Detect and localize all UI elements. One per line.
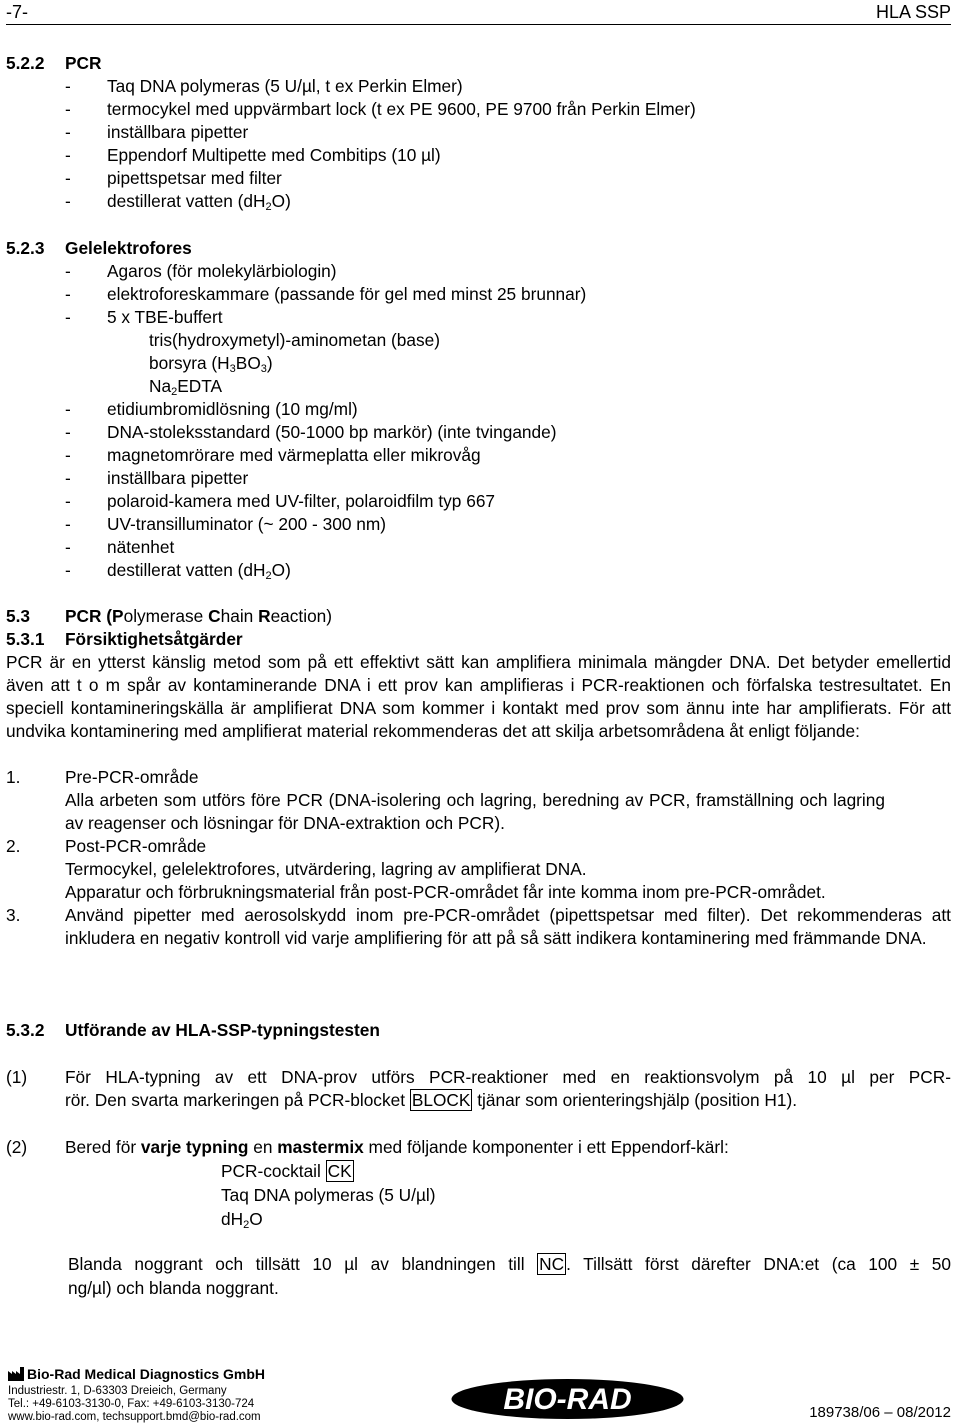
footer-tel: Tel.: +49-6103-3130-0, Fax: +49-6103-3130-724 (8, 1398, 255, 1410)
section-number-5-3-2: 5.3.2 (6, 1020, 45, 1040)
section-number-5-3: 5.3 (6, 606, 31, 626)
step-text: rör. Den svarta markeringen på PCR-blocket BLOCK tjänar som orienteringshjälp (position H1). (65, 1090, 798, 1110)
area-text: Termocykel, gelelektrofores, utvärdering, lagring av amplifierat DNA. (65, 859, 587, 879)
footer-address: Industriestr. 1, D-63303 Dreieich, Germany (8, 1385, 227, 1397)
list-dash: - (65, 284, 71, 304)
ck-label: CK (327, 1161, 352, 1181)
list-item: inställbara pipetter (107, 468, 249, 488)
bio-rad-logo-text: BIO-RAD (503, 1383, 632, 1416)
step-number: (2) (6, 1137, 28, 1157)
bio-rad-logo (450, 1378, 685, 1420)
list-item: UV-transilluminator (~ 200 - 300 nm) (107, 514, 387, 534)
mastermix-component: Taq DNA polymeras (5 U/µl) (221, 1185, 436, 1205)
list-item-water: destillerat vatten $(dH_2O)$ (107, 560, 291, 582)
sub-item: tris(hydroxymetyl)-aminometan (base) (149, 330, 440, 350)
mastermix-component: $dH_2O$ (221, 1209, 263, 1231)
list-item: termocykel med uppvärmbart lock (t ex PE 9600, PE 9700 från Perkin Elmer) (107, 99, 696, 119)
section-title-precautions: Försiktighetsåtgärder (65, 629, 243, 649)
list-dash: - (65, 399, 71, 419)
mastermix-component: PCR-cocktail CK (221, 1161, 352, 1181)
section-title-gelelektrofores: Gelelektrofores (65, 238, 192, 258)
section-title-pcr: PCR (65, 53, 102, 73)
precautions-paragraph: PCR är en ytterst känslig metod som på ett effektivt sätt kan amplifiera minimala mängder DNA. Det betyder emellertid även att t o m spår av kontaminerande DNA i ett prov kan amplifieras i PCR-reaktionen och förfalska testresultatet. En speciell kontamineringskälla är amplifierat DNA som kommer i kontakt med prov som ännu inte har amplifierats. För att undvika kontaminering med amplifierat material rekommenderas det att skilja arbetsområdena åt enligt följande: (6, 652, 951, 741)
list-item: elektroforeskammare (passande för gel med minst 25 brunnar) (107, 284, 587, 304)
list-number: 1. (6, 767, 21, 787)
list-dash: - (65, 514, 71, 534)
list-dash: - (65, 122, 71, 142)
section-number-5-2-3: 5.2.3 (6, 238, 45, 258)
footer-company: Bio-Rad Medical Diagnostics GmbH (8, 1363, 265, 1386)
page-number: -7- (6, 2, 28, 22)
list-dash: - (65, 445, 71, 465)
list-item: magnetomrörare med värmeplatta eller mikrovåg (107, 445, 481, 465)
mix-instruction: Blanda noggrant och tillsätt 10 µl av blandningen till NC . Tillsätt först därefter DNA:et (ca 100 ± 50 (68, 1254, 952, 1274)
list-item: nätenhet (107, 537, 175, 557)
nc-label: NC (539, 1254, 565, 1274)
list-number: 2. (6, 836, 21, 856)
list-item-water: destillerat vatten $(dH_2O)$ (107, 191, 291, 213)
list-dash: - (65, 537, 71, 557)
list-item: Agaros (för molekylärbiologin) (107, 261, 337, 281)
list-dash: - (65, 99, 71, 119)
list-item: polaroid-kamera med UV-filter, polaroidfilm typ 667 (107, 491, 496, 511)
factory-icon (8, 1367, 25, 1381)
mix-instruction: ng/µl) och blanda noggrant. (68, 1278, 279, 1298)
section-title-procedure: Utförande av HLA-SSP-typningstesten (65, 1020, 380, 1040)
step-text: Bered för varje typning en mastermix med följande komponenter i ett Eppendorf-kärl: (65, 1137, 729, 1157)
list-dash: - (65, 145, 71, 165)
list-item: Taq DNA polymeras (5 U/µl, t ex Perkin Elmer) (107, 76, 463, 96)
document-number: 189738/06 – 08/2012 (809, 1404, 951, 1421)
list-item: DNA-stoleksstandard (50-1000 bp markör) (inte tvingande) (107, 422, 557, 442)
header-title: HLA SSP (875, 2, 951, 22)
section-title-pcr-full: PCR (Polymerase Chain Reaction) (65, 606, 333, 626)
list-item: inställbara pipetter (107, 122, 249, 142)
area-text: Apparatur och förbrukningsmaterial från post-PCR-området får inte komma inom pre-PCR-området. (65, 882, 826, 902)
area-title: Post-PCR-område (65, 836, 207, 856)
area-text: Alla arbeten som utförs före PCR (DNA-isolering och lagring, beredning av PCR, framställning och lagring av reagenser och lösningar för DNA-extraktion och PCR). (65, 790, 885, 833)
list-item: Eppendorf Multipette med Combitips (10 µl) (107, 145, 441, 165)
page-header (6, 0, 951, 25)
area-text: Använd pipetter med aerosolskydd inom pre-PCR-området (pipettspetsar med filter). Det rekommenderas att inkludera en negativ kontroll vid varje amplifiering för att på så sätt indikera kontaminering med främmande DNA. (65, 905, 951, 948)
list-dash: - (65, 191, 71, 211)
step-text: För HLA-typning av ett DNA-prov utförs PCR-reaktioner med en reaktionsvolym på 10 µl per PCR- (65, 1067, 951, 1087)
footer-web: www.bio-rad.com, techsupport.bmd@bio-rad.com (8, 1411, 261, 1423)
sub-item: $Na_2EDTA$ (149, 376, 223, 398)
sub-item: borsyra $(H_3BO_3)$ (149, 353, 273, 375)
list-dash: - (65, 491, 71, 511)
list-dash: - (65, 560, 71, 580)
section-number-5-2-2: 5.2.2 (6, 53, 45, 73)
list-dash: - (65, 422, 71, 442)
list-item: pipettspetsar med filter (107, 168, 282, 188)
block-label: BLOCK (411, 1090, 471, 1110)
section-number-5-3-1: 5.3.1 (6, 629, 45, 649)
list-item: 5 x TBE-buffert (107, 307, 223, 327)
list-number: 3. (6, 905, 21, 925)
step-number: (1) (6, 1067, 28, 1087)
list-item: etidiumbromidlösning (10 mg/ml) (107, 399, 358, 419)
list-dash: - (65, 261, 71, 281)
area-title: Pre-PCR-område (65, 767, 199, 787)
list-dash: - (65, 76, 71, 96)
list-dash: - (65, 168, 71, 188)
list-dash: - (65, 468, 71, 488)
list-dash: - (65, 307, 71, 327)
